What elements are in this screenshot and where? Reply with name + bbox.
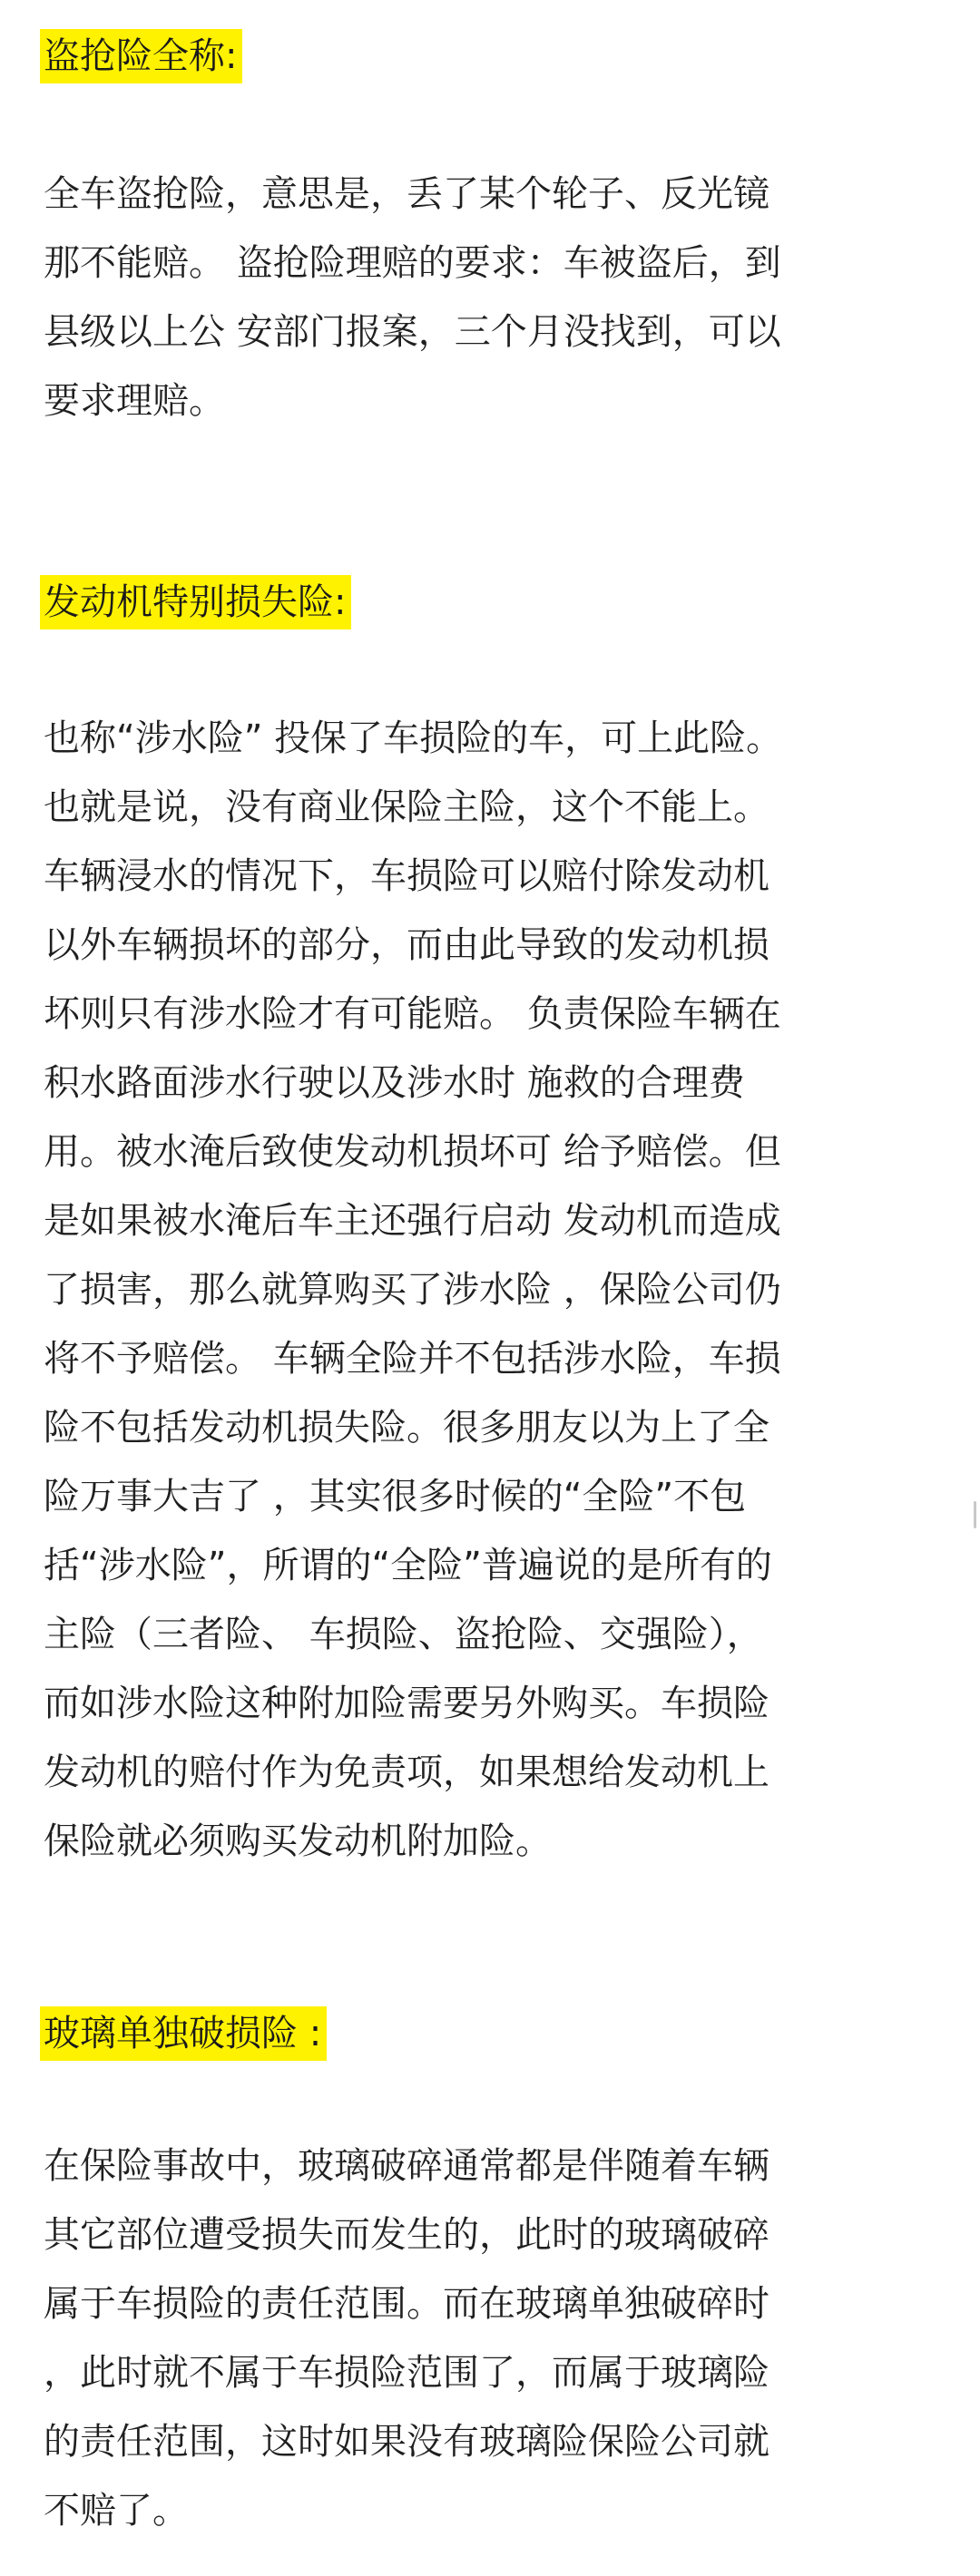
paragraph-line: 用。被水淹后致使发动机损坏可 给予赔偿。但	[44, 1131, 781, 1173]
paragraph-line: 也就是说，没有商业保险主险，这个不能上。	[44, 786, 769, 828]
paragraph-line: 坏则只有涉水险才有可能赔。 负责保险车辆在	[44, 993, 781, 1035]
section-heading-glass-breakage-insurance: 玻璃单独破损险 :	[40, 2006, 327, 2061]
paragraph-line: 保险就必须购买发动机附加险。	[44, 1820, 552, 1862]
paragraph-line: 车辆浸水的情况下，车损险可以赔付除发动机	[44, 855, 769, 897]
paragraph-line: 险不包括发动机损失险。很多朋友以为上了全	[44, 1407, 769, 1449]
paragraph-line: 也称“涉水险” 投保了车损险的车，可上此险。	[44, 717, 783, 759]
paragraph-line: 括“涉水险”，所谓的“全险”普遍说的是所有的	[44, 1545, 772, 1586]
paragraph-line: 不赔了。	[44, 2490, 189, 2532]
paragraph-line: 发动机的赔付作为免责项，如果想给发动机上	[44, 1751, 769, 1793]
paragraph-line: ，此时就不属于车损险范围了，而属于玻璃险	[44, 2352, 769, 2394]
paragraph-line: 县级以上公 安部门报案，三个月没找到，可以	[44, 311, 781, 353]
paragraph-line: 要求理赔。	[44, 380, 225, 422]
section-body-glass-breakage-insurance	[44, 2132, 942, 2545]
paragraph-line: 主险（三者险、 车损险、盗抢险、交强险），	[44, 1614, 763, 1655]
section-body-theft-insurance	[44, 160, 942, 435]
paragraph-line: 而如涉水险这种附加险需要另外购买。车损险	[44, 1683, 769, 1724]
paragraph-line: 属于车损险的责任范围。而在玻璃单独破碎时	[44, 2283, 769, 2325]
section-body-engine-loss-insurance	[44, 704, 942, 1876]
scrollbar-thumb[interactable]	[974, 1501, 976, 1528]
paragraph-line: 积水路面涉水行驶以及涉水时 施救的合理费	[44, 1062, 745, 1104]
paragraph-line: 险万事大吉了 ，其实很多时候的“全险”不包	[44, 1476, 747, 1517]
paragraph-line: 以外车辆损坏的部分，而由此导致的发动机损	[44, 924, 769, 966]
paragraph-line: 的责任范围，这时如果没有玻璃险保险公司就	[44, 2421, 769, 2463]
paragraph-line: 将不予赔偿。 车辆全险并不包括涉水险，车损	[44, 1338, 781, 1380]
section-heading-engine-loss-insurance: 发动机特别损失险:	[40, 575, 351, 629]
paragraph-line: 全车盗抢险，意思是，丢了某个轮子、反光镜	[44, 173, 769, 215]
section-heading-theft-insurance: 盗抢险全称:	[40, 29, 242, 83]
paragraph-line: 是如果被水淹后车主还强行启动 发动机而造成	[44, 1200, 781, 1242]
paragraph-line: 了损害，那么就算购买了涉水险 ，保险公司仍	[44, 1269, 781, 1311]
paragraph-line: 在保险事故中，玻璃破碎通常都是伴随着车辆	[44, 2145, 769, 2187]
paragraph-line: 那不能赔。 盗抢险理赔的要求：车被盗后，到	[44, 242, 781, 284]
paragraph-line: 其它部位遭受损失而发生的，此时的玻璃破碎	[44, 2214, 769, 2256]
